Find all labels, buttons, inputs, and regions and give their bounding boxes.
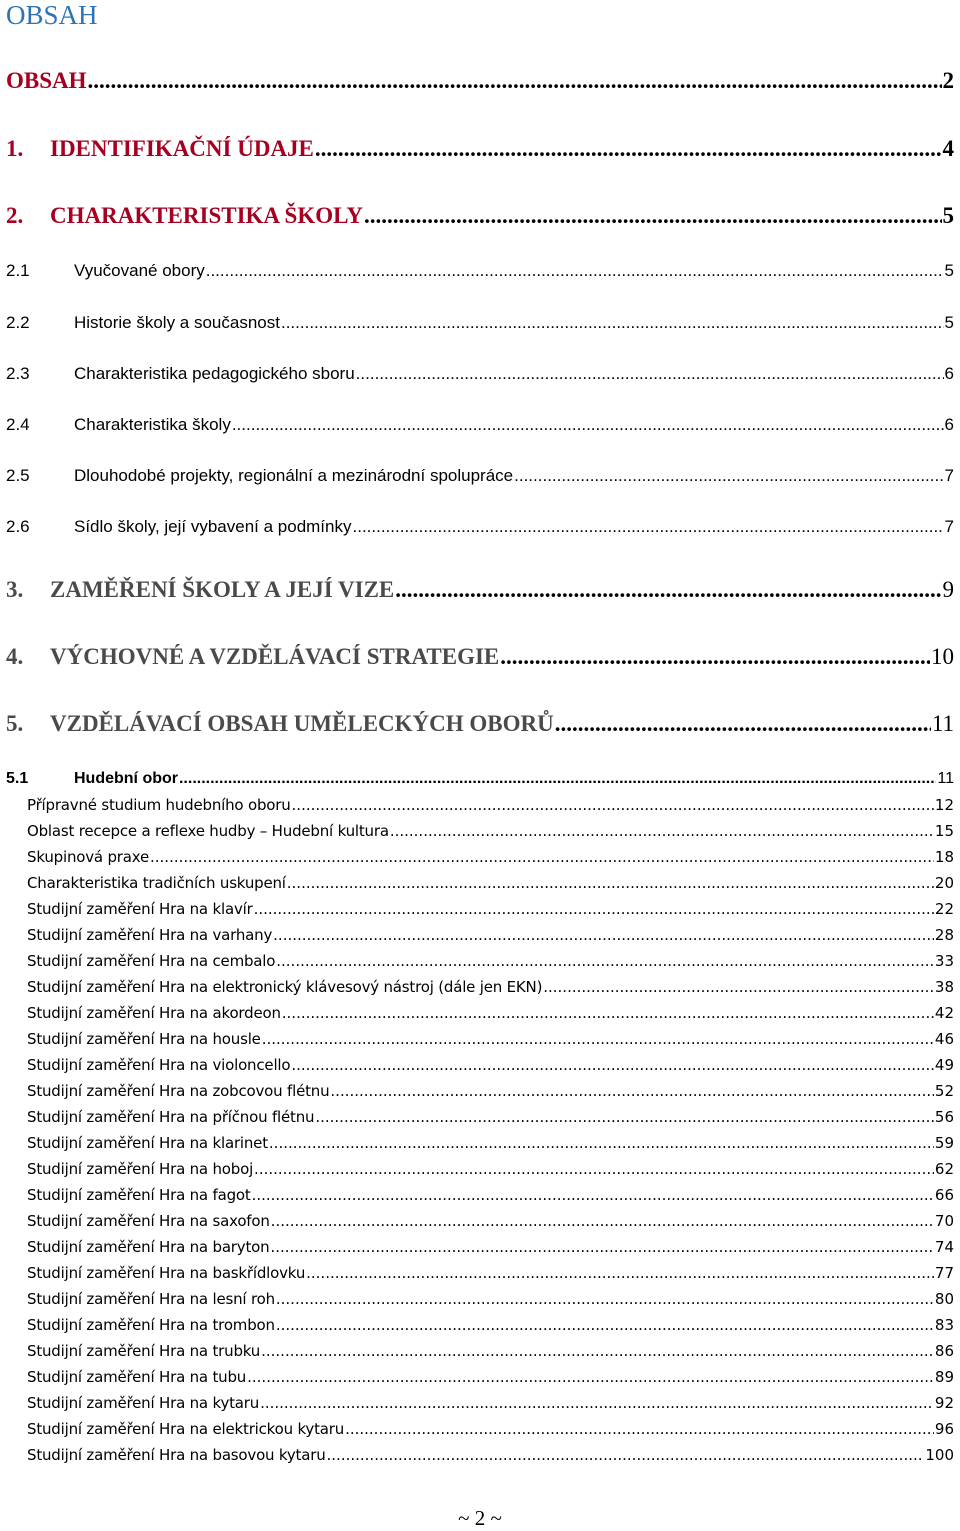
toc-chapter-page: 10 [931, 644, 954, 669]
dot-leader [150, 848, 934, 866]
toc-section-number: 2.3 [6, 364, 30, 383]
toc-subsection[interactable] [27, 1368, 954, 1390]
toc-subsection[interactable] [27, 1420, 954, 1442]
toc-section-page: 7 [944, 517, 954, 536]
dot-leader [271, 1212, 934, 1230]
dot-leader [287, 874, 934, 892]
toc-subsection[interactable] [27, 1004, 954, 1026]
dot-leader [262, 1030, 934, 1048]
dot-leader [276, 952, 934, 970]
toc-subsection-page: 74 [934, 1238, 954, 1256]
toc-subsection-title: Studijní zaměření Hra na elektrickou kytaru [27, 1420, 345, 1438]
toc-subsection-title: Charakteristika tradičních uskupení [27, 874, 286, 892]
toc-subsection[interactable] [27, 874, 954, 896]
toc-subsection[interactable] [27, 1212, 954, 1234]
toc-subsection[interactable] [27, 1030, 954, 1052]
toc-chapter-number: 2. [6, 203, 24, 228]
toc-section-page: 11 [937, 770, 954, 787]
toc-subsection-title: Studijní zaměření Hra na tubu [27, 1368, 247, 1386]
toc-section-page: 6 [944, 364, 954, 383]
toc-entry-obsah[interactable] [6, 68, 954, 98]
dot-leader [179, 770, 936, 788]
toc-section-2-3[interactable] [6, 364, 954, 388]
toc-section-number: 5.1 [6, 770, 29, 787]
dot-leader [364, 203, 942, 229]
toc-section-title: Charakteristika školy [74, 415, 231, 434]
toc-chapter-title: VZDĚLÁVACÍ OBSAH UMĚLECKÝCH OBORŮ [50, 711, 554, 736]
dot-leader [345, 1420, 934, 1438]
dot-leader [260, 1394, 934, 1412]
toc-subsection[interactable] [27, 1316, 954, 1338]
toc-entry-page: 2 [942, 68, 954, 93]
toc-subsection-page: 42 [934, 1004, 954, 1022]
toc-subsection-page: 92 [934, 1394, 954, 1412]
dot-leader [281, 313, 944, 333]
toc-chapter-3[interactable] [6, 577, 954, 607]
toc-subsection-page: 22 [934, 900, 954, 918]
toc-section-title: Charakteristika pedagogického sboru [74, 364, 355, 383]
toc-subsection-title: Studijní zaměření Hra na violoncello [27, 1056, 291, 1074]
dot-leader [252, 1186, 934, 1204]
dot-leader [247, 1368, 934, 1386]
dot-leader [254, 900, 934, 918]
toc-chapter-page: 9 [942, 577, 954, 602]
toc-subsection-title: Studijní zaměření Hra na baskřídlovku [27, 1264, 306, 1282]
toc-subsection-page: 83 [934, 1316, 954, 1334]
dot-leader [276, 1290, 934, 1308]
toc-chapter-number: 3. [6, 577, 24, 602]
toc-subsection-page: 59 [934, 1134, 954, 1152]
toc-section-number: 2.2 [6, 313, 30, 332]
toc-section-2-6[interactable] [6, 517, 954, 541]
toc-subsection-title: Studijní zaměření Hra na lesní roh [27, 1290, 275, 1308]
toc-subsection[interactable] [27, 926, 954, 948]
toc-section-number: 2.6 [6, 517, 30, 536]
toc-chapter-page: 4 [942, 136, 954, 161]
dot-leader [543, 978, 934, 996]
dot-leader [555, 711, 931, 737]
toc-section-2-1[interactable] [6, 261, 954, 285]
toc-subsection-page: 15 [934, 822, 954, 840]
toc-subsection-page: 49 [934, 1056, 954, 1074]
toc-section-title: Sídlo školy, její vybavení a podmínky [74, 517, 352, 536]
toc-chapter-title: ZAMĚŘENÍ ŠKOLY A JEJÍ VIZE [50, 577, 395, 602]
toc-subsection-title: Studijní zaměření Hra na kytaru [27, 1394, 260, 1412]
dot-leader [206, 261, 944, 281]
toc-subsection-page: 38 [934, 978, 954, 996]
toc-section-5-1[interactable] [6, 770, 954, 794]
toc-subsection[interactable] [27, 1238, 954, 1260]
toc-subsection[interactable] [27, 1394, 954, 1416]
dot-leader [270, 1238, 933, 1256]
toc-subsection[interactable] [27, 796, 954, 818]
toc-section-page: 5 [944, 261, 954, 280]
toc-subsection-title: Studijní zaměření Hra na fagot [27, 1186, 251, 1204]
dot-leader [330, 1082, 934, 1100]
toc-chapter-number: 5. [6, 711, 24, 736]
toc-subsection[interactable] [27, 1446, 954, 1468]
toc-chapter-4[interactable] [6, 644, 954, 674]
dot-leader [327, 1446, 925, 1464]
toc-subsection[interactable] [27, 1290, 954, 1312]
toc-section-title: Historie školy a současnost [74, 313, 280, 332]
toc-section-page: 5 [944, 313, 954, 332]
toc-subsection[interactable] [27, 848, 954, 870]
toc-section-page: 6 [944, 415, 954, 434]
dot-leader [514, 466, 943, 486]
toc-subsection-page: 52 [934, 1082, 954, 1100]
toc-section-number: 2.4 [6, 415, 30, 434]
toc-subsection[interactable] [27, 1342, 954, 1364]
toc-section-2-5[interactable] [6, 466, 954, 490]
toc-subsection-page: 86 [934, 1342, 954, 1360]
toc-subsection-page: 96 [934, 1420, 954, 1438]
toc-section-2-2[interactable] [6, 313, 954, 337]
toc-subsection-title: Studijní zaměření Hra na varhany [27, 926, 273, 944]
toc-subsection-title: Studijní zaměření Hra na trombon [27, 1316, 275, 1334]
toc-subsection-page: 56 [934, 1108, 954, 1126]
dot-leader [395, 577, 941, 603]
toc-subsection-title: Studijní zaměření Hra na trubku [27, 1342, 261, 1360]
toc-subsection-title: Studijní zaměření Hra na saxofon [27, 1212, 270, 1230]
toc-subsection-page: 12 [934, 796, 954, 814]
dot-leader [292, 796, 934, 814]
toc-subsection-title: Studijní zaměření Hra na zobcovou flétnu [27, 1082, 330, 1100]
dot-leader [306, 1264, 934, 1282]
page-heading: OBSAH [6, 0, 98, 30]
dot-leader [276, 1316, 934, 1334]
toc-subsection-title: Studijní zaměření Hra na baryton [27, 1238, 270, 1256]
toc-subsection-title: Studijní zaměření Hra na hoboj [27, 1160, 254, 1178]
toc-section-number: 2.5 [6, 466, 30, 485]
toc-subsection-title: Studijní zaměření Hra na klavír [27, 900, 253, 918]
toc-subsection[interactable] [27, 900, 954, 922]
toc-subsection[interactable] [27, 822, 954, 844]
dot-leader [390, 822, 934, 840]
toc-subsection[interactable] [27, 1264, 954, 1286]
toc-section-title: Hudební obor [74, 770, 178, 787]
toc-subsection-page: 89 [934, 1368, 954, 1386]
dot-leader [88, 68, 942, 94]
dot-leader [254, 1160, 934, 1178]
toc-chapter-page: 11 [931, 711, 954, 736]
dot-leader [291, 1056, 934, 1074]
toc-subsection-page: 66 [934, 1186, 954, 1204]
toc-subsection-title: Studijní zaměření Hra na akordeon [27, 1004, 281, 1022]
toc-subsection-page: 33 [934, 952, 954, 970]
toc-section-number: 2.1 [6, 261, 30, 280]
page-number: ~ 2 ~ [458, 1506, 502, 1530]
toc-subsection-title: Skupinová praxe [27, 848, 149, 866]
dot-leader [500, 644, 930, 670]
dot-leader [315, 136, 942, 162]
toc-section-title: Dlouhodobé projekty, regionální a mezinárodní spolupráce [74, 466, 514, 485]
toc-subsection-title: Studijní zaměření Hra na klarinet [27, 1134, 268, 1152]
toc-subsection[interactable] [27, 952, 954, 974]
toc-subsection-page: 20 [934, 874, 954, 892]
dot-leader [356, 364, 944, 384]
dot-leader [353, 517, 944, 537]
toc-subsection-page: 80 [934, 1290, 954, 1308]
toc-entry-title: OBSAH [6, 68, 87, 93]
toc-subsection-title: Studijní zaměření Hra na housle [27, 1030, 261, 1048]
toc-chapter-title: IDENTIFIKAČNÍ ÚDAJE [50, 136, 314, 161]
toc-subsection[interactable] [27, 1134, 954, 1156]
dot-leader [261, 1342, 934, 1360]
dot-leader [273, 926, 934, 944]
toc-subsection[interactable] [27, 1108, 954, 1130]
toc-subsection-title: Přípravné studium hudebního oboru [27, 796, 291, 814]
toc-section-page: 7 [944, 466, 954, 485]
toc-subsection-title: Studijní zaměření Hra na basovou kytaru [27, 1446, 326, 1464]
dot-leader [232, 415, 944, 435]
dot-leader [315, 1108, 934, 1126]
toc-subsection-title: Studijní zaměření Hra na cembalo [27, 952, 276, 970]
toc-subsection-page: 77 [934, 1264, 954, 1282]
toc-subsection[interactable] [27, 1082, 954, 1104]
toc-chapter-number: 4. [6, 644, 24, 669]
toc-section-title: Vyučované obory [74, 261, 205, 280]
toc-chapter-5[interactable] [6, 711, 954, 741]
toc-chapter-2[interactable] [6, 203, 954, 233]
toc-subsection[interactable] [27, 1160, 954, 1182]
toc-chapter-number: 1. [6, 136, 24, 161]
toc-section-2-4[interactable] [6, 415, 954, 439]
toc-chapter-1[interactable] [6, 136, 954, 166]
toc-subsection-page: 62 [934, 1160, 954, 1178]
dot-leader [282, 1004, 934, 1022]
toc-subsection-page: 70 [934, 1212, 954, 1230]
toc-subsection-page: 18 [934, 848, 954, 866]
toc-chapter-title: VÝCHOVNÉ A VZDĚLÁVACÍ STRATEGIE [50, 644, 500, 669]
toc-subsection-title: Studijní zaměření Hra na příčnou flétnu [27, 1108, 315, 1126]
toc-chapter-page: 5 [942, 203, 954, 228]
toc-subsection-title: Studijní zaměření Hra na elektronický klávesový nástroj (dále jen EKN) [27, 978, 543, 996]
toc-subsection-title: Oblast recepce a reflexe hudby – Hudební kultura [27, 822, 389, 840]
toc-subsection-page: 46 [934, 1030, 954, 1048]
toc-subsection[interactable] [27, 1186, 954, 1208]
toc-subsection[interactable] [27, 1056, 954, 1078]
dot-leader [269, 1134, 934, 1152]
toc-chapter-title: CHARAKTERISTIKA ŠKOLY [50, 203, 363, 228]
toc-subsection-page: 28 [934, 926, 954, 944]
toc-subsection-page: 100 [925, 1446, 954, 1464]
toc-subsection[interactable] [27, 978, 954, 1000]
